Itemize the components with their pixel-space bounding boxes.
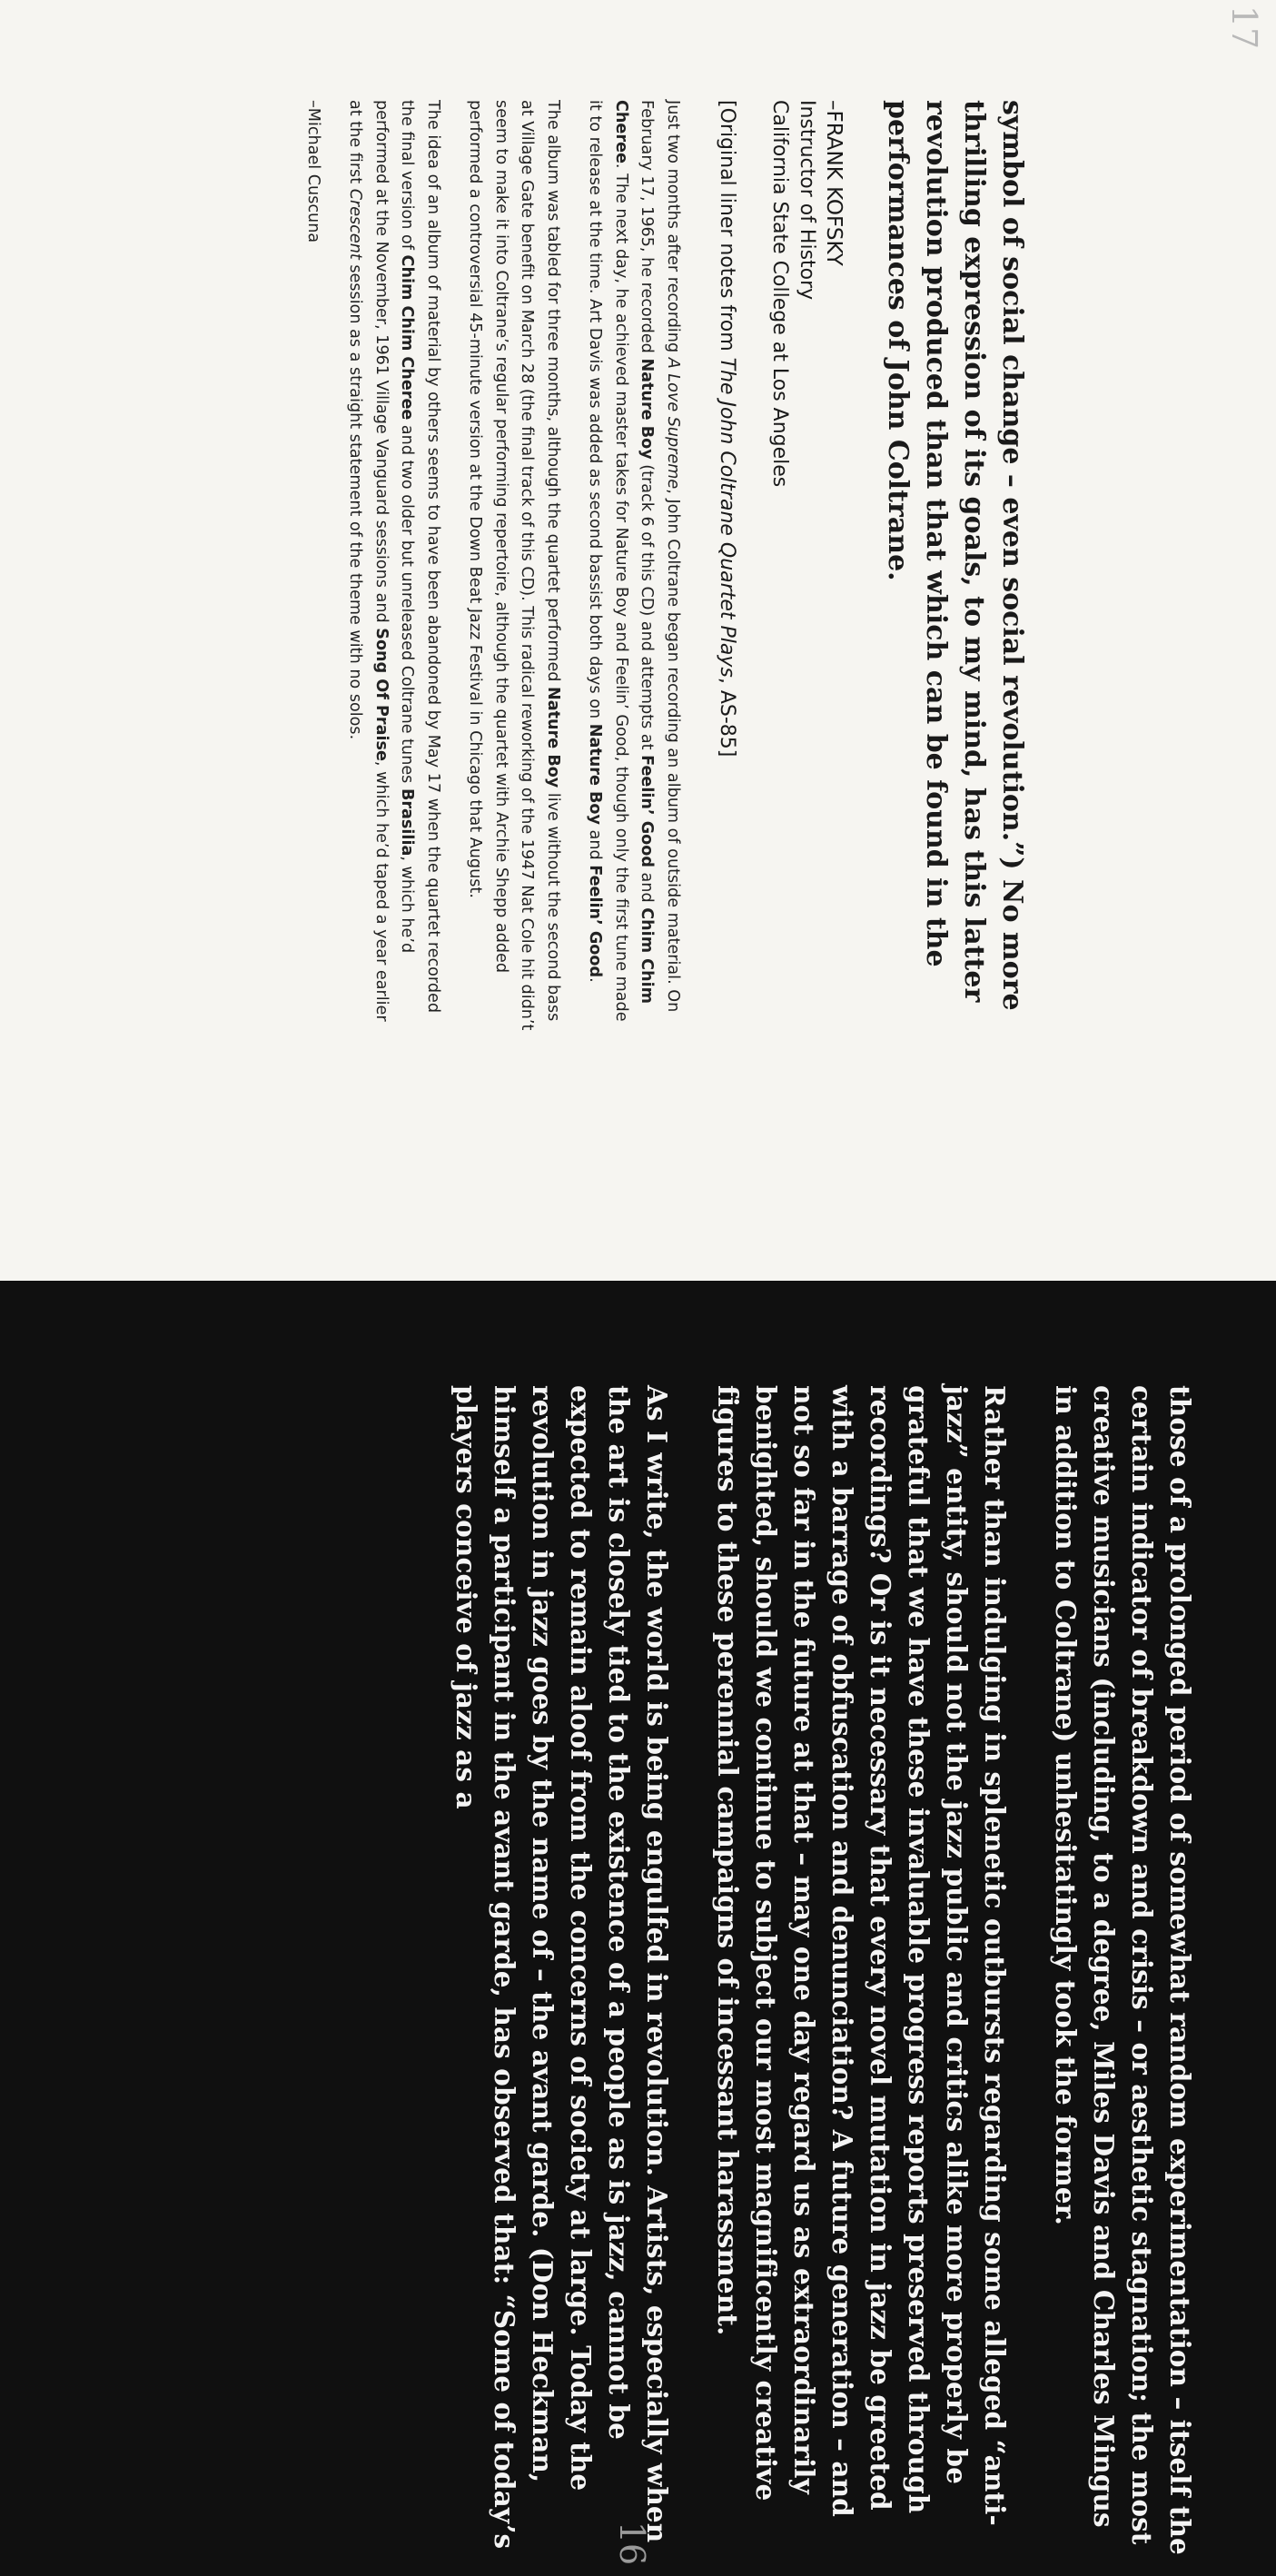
essay-conclusion: symbol of social change – even social revolution.”) No more thrilling expression of its goals, to my mind, has this latter revolution produced than that which can be found in the performances of John Coltrane. [882, 100, 1028, 1011]
page-number-17: 17 [1224, 5, 1264, 50]
liner-paragraph-3: The idea of an album of material by others seems to have been abandoned by May 17 when the quartet recorded the final version of Chim Chim Cheree and two older but unreleased Coltrane tunes Brasilia, which he’d performed at the November, 1961 Village Vanguard sessions and Song Of Praise, which he’d taped a year earlier at the first Crescent session as a straight statement of the theme with no solos. [346, 100, 442, 1022]
author-title: Instructor of History [796, 100, 818, 301]
author-signature [766, 100, 847, 1035]
page-16-text [282, 1385, 1199, 2557]
liner-paragraph-1: Just two months after recording A Love Supreme, John Coltrane began recording an album of outside material. On February 17, 1965, he recorded Nature Boy (track 6 of this CD) and attempts at Feelin’ Good and Chim Chim Cheree. The next day, he achieved master takes for Nature Boy and Feelin’ Good, though only the first tune made it to release at the time. Art Davis was added as second bassist both days on Nature Boy and Feelin’ Good. [586, 100, 682, 1022]
essay-paragraph-2: Rather than indulging in splenetic outbursts regarding some alleged “anti-jazz” entity, should not the jazz public and critics alike more properly be grateful that we have these invaluable progress reports preserved through recordings? Or is it necessary that every novel mutation in jazz be greeted with a barrage of obfuscation and denunciation? A future generation – and not so far in the future at that – may one day regard us as extraordinarily benighted, should we continue to subject our most magnificently creative figures to these perennial campaigns of incessant harassment. [712, 1385, 1011, 2526]
essay-paragraph-1: those of a prolonged period of somewhat random experimentation – itself the certain indicator of breakdown and crisis – or aesthetic stagnation; the most creative musicians (including, to a degree, Miles Davis and Charles Mingus in addition to Coltrane) unhesitatingly took the former. [1050, 1385, 1196, 2555]
page-number-16: 16 [612, 2521, 652, 2566]
author-name: –FRANK KOFSKY [822, 100, 846, 266]
liner-credit: –Michael Cuscuna [304, 100, 322, 243]
page-17-text [250, 100, 1031, 1035]
liner-paragraph-2: The album was tabled for three months, although the quartet performed Nature Boy live without the second bass at Village Gate benefit on March 28 (the final track of this CD). This radical reworking of the 1947 Nat Cole hit didn’t seem to make it into Coltrane’s regular performing repertoire, although the quartet with Archie Shepp added performed a controversial 45-minute version at the Down Beat Jazz Festival in Chicago that August. [466, 100, 562, 1031]
essay-paragraph-3: As I write, the world is being engulfed in revolution. Artists, especially when the art is closely tied to the existence of a people as is jazz, cannot be expected to remain aloof from the concerns of society at large. Today the revolution in jazz goes by the name of – the avant garde. (Don Heckman, himself a participant in the avant garde, has observed that: “Some of today’s players conceive of jazz as a [450, 1385, 673, 2550]
original-notes-citation: [Original liner notes from The John Coltrane Quartet Plays, AS-85] [716, 100, 738, 758]
album-title: The John Coltrane Quartet Plays [716, 357, 738, 678]
author-institution: California State College at Los Angeles [768, 100, 791, 488]
